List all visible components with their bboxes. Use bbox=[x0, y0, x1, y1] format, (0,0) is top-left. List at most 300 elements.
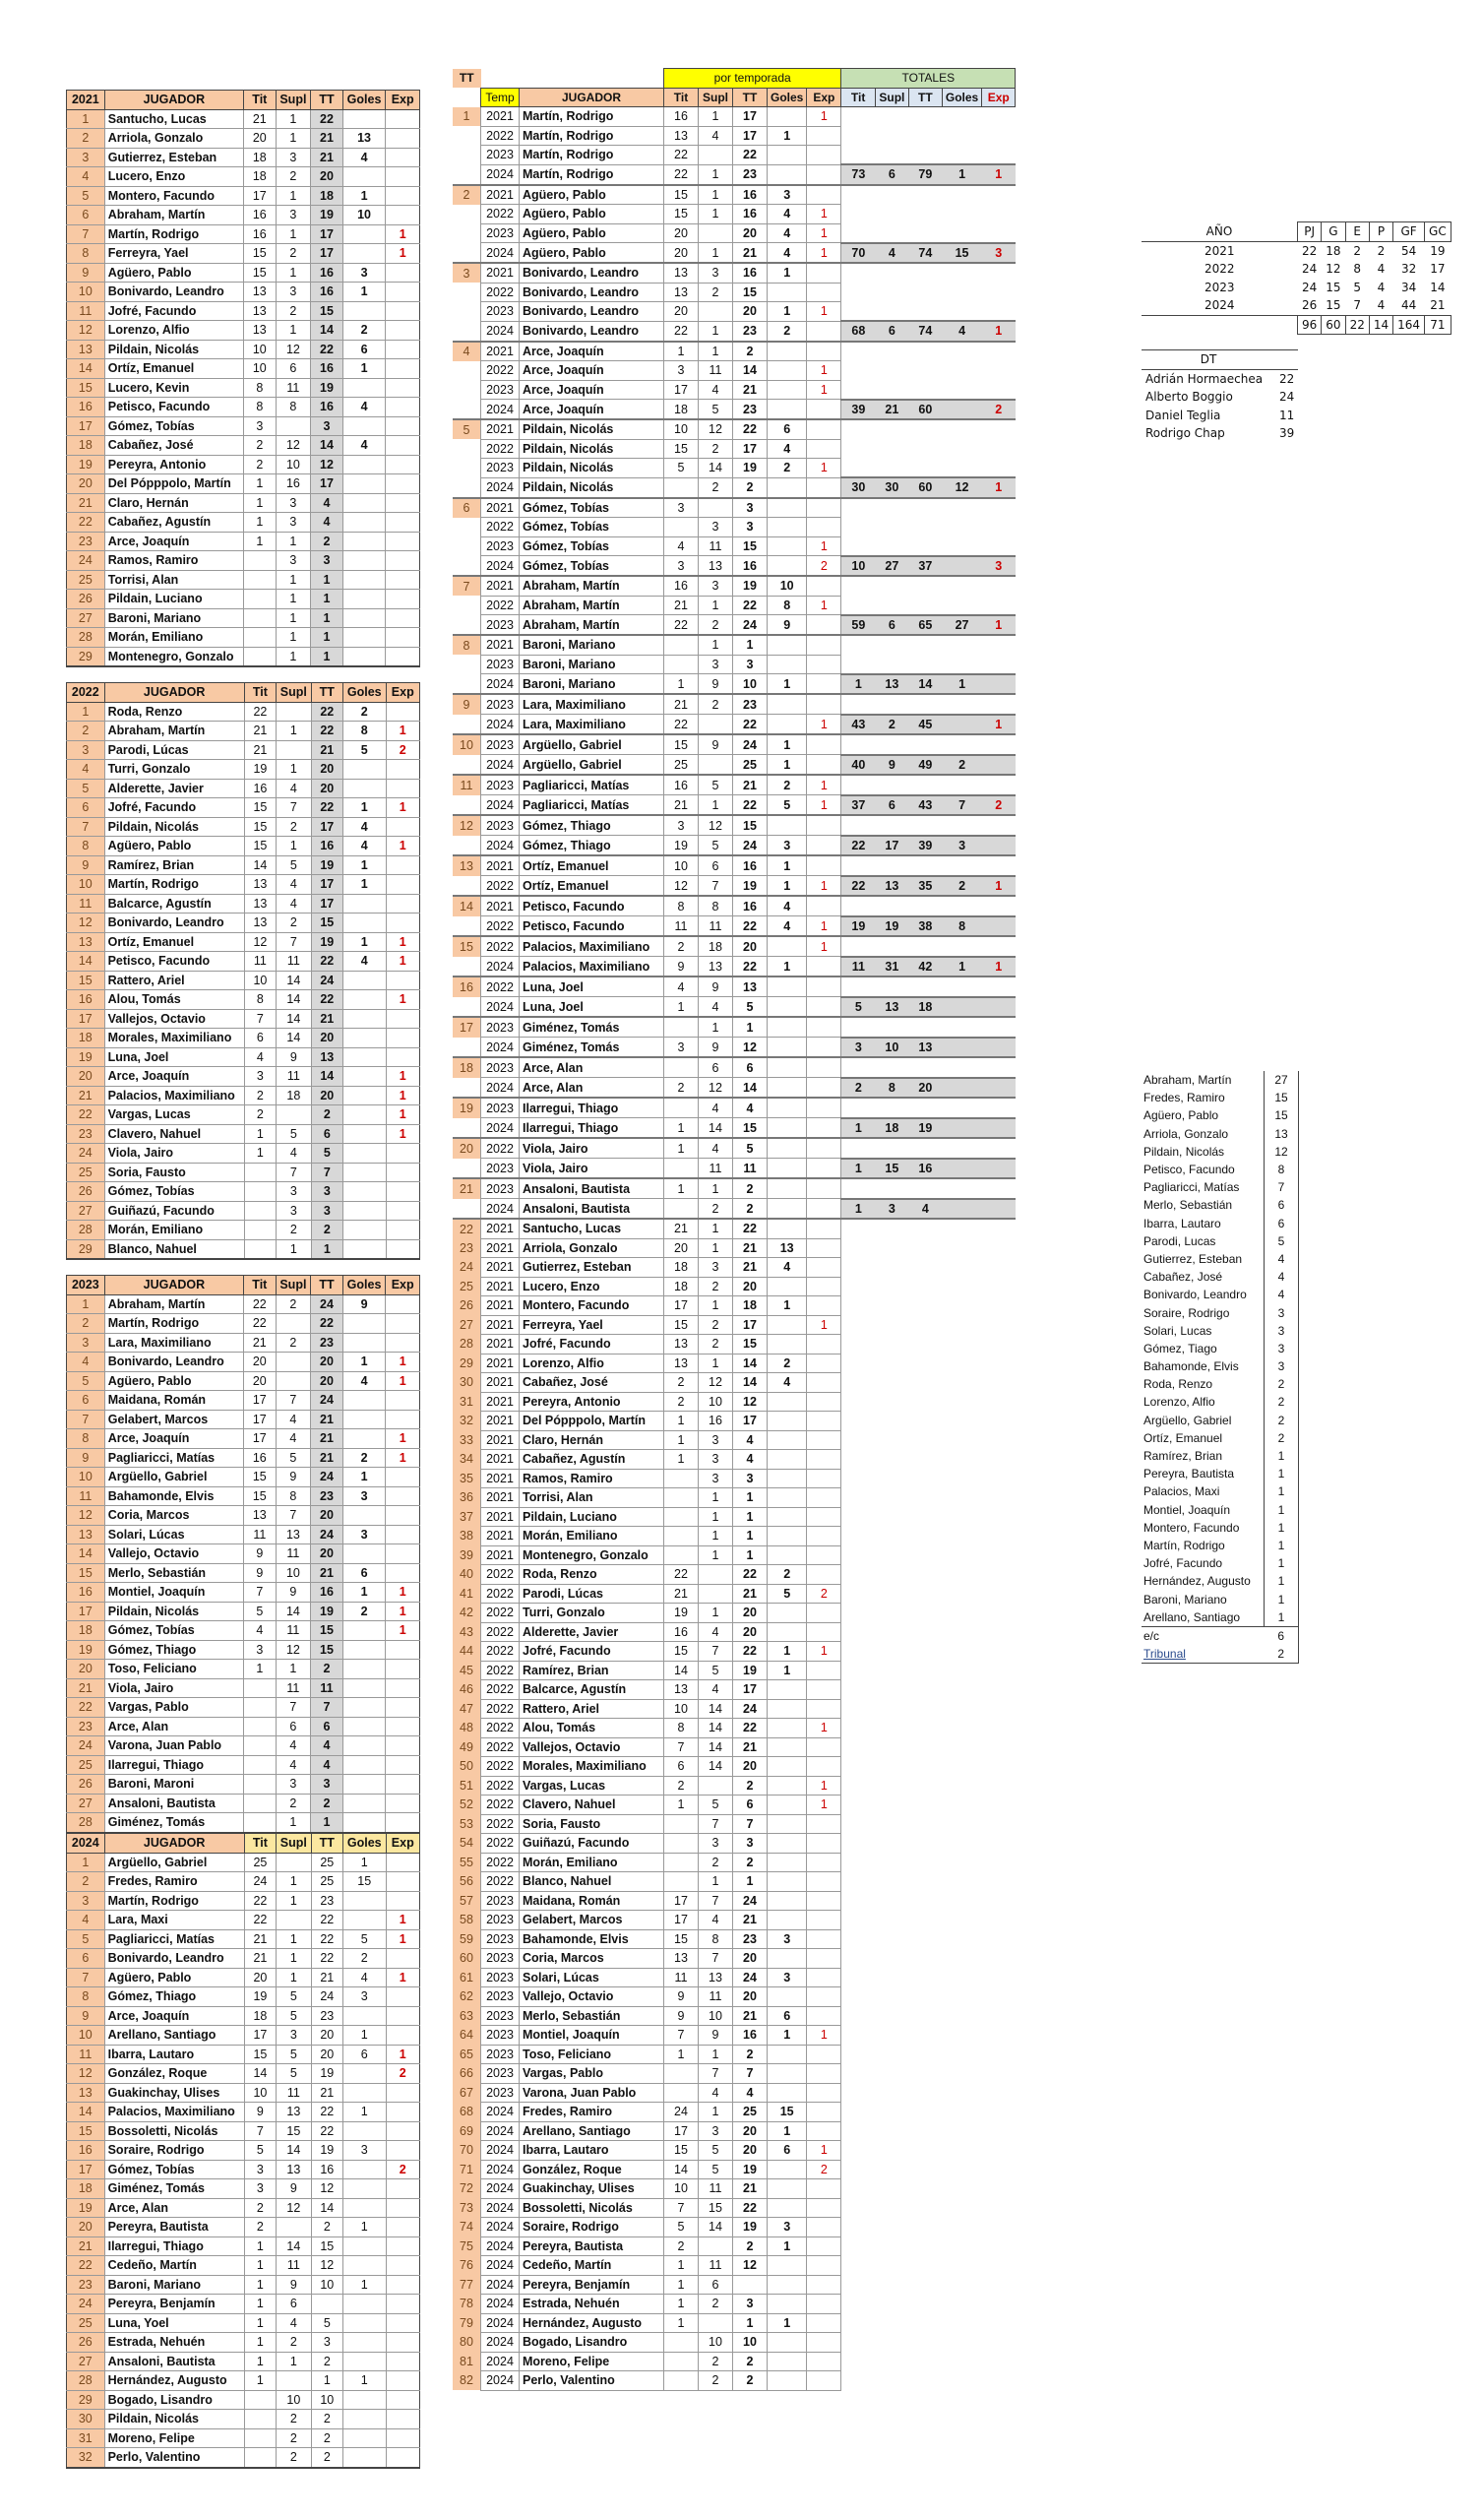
goals-count bbox=[768, 2275, 807, 2295]
player-row bbox=[67, 2410, 420, 2429]
suplente-count: 4 bbox=[699, 126, 733, 146]
suplente-count: 7 bbox=[699, 1891, 733, 1911]
goals-count: 1 bbox=[768, 2026, 807, 2046]
player-row bbox=[67, 2236, 420, 2256]
goals-count: 3 bbox=[342, 1987, 386, 2007]
goals-count bbox=[768, 1057, 807, 1078]
total-supl bbox=[875, 976, 908, 997]
player-name: Bossoletti, Nicolás bbox=[520, 2198, 664, 2218]
goals-count bbox=[768, 2333, 807, 2353]
player-name: Bahamonde, Elvis bbox=[104, 1486, 243, 1506]
suplente-count bbox=[699, 1584, 733, 1604]
goals-count: 4 bbox=[342, 1968, 386, 1987]
expulsions-count bbox=[807, 477, 841, 498]
total-count: 21 bbox=[311, 148, 342, 167]
titular-count: 7 bbox=[664, 1737, 699, 1757]
total-tit bbox=[841, 1098, 876, 1118]
total-count: 17 bbox=[733, 1315, 768, 1335]
player-row bbox=[67, 2121, 420, 2141]
titular-count bbox=[244, 1239, 276, 1259]
player-row bbox=[67, 990, 420, 1010]
goals-count: 4 bbox=[768, 916, 807, 937]
goals-count bbox=[342, 628, 386, 648]
expulsions-count bbox=[807, 1929, 841, 1949]
scorer-goals: 2 bbox=[1265, 1393, 1299, 1411]
titular-count: 21 bbox=[244, 740, 276, 760]
season-year: 2021 bbox=[481, 1545, 520, 1565]
titular-count bbox=[664, 635, 699, 655]
player-row bbox=[67, 359, 420, 379]
expulsions-count bbox=[386, 1717, 420, 1736]
expulsions-count bbox=[807, 146, 841, 165]
total-count: 20 bbox=[733, 1987, 768, 2007]
row-number: 23 bbox=[67, 1717, 105, 1736]
titular-count: 21 bbox=[664, 1584, 699, 1604]
total-goles bbox=[942, 1138, 981, 1159]
total-count: 22 bbox=[311, 952, 342, 972]
career-row bbox=[453, 2006, 1016, 2026]
row-number: 28 bbox=[67, 1221, 105, 1240]
total-exp bbox=[982, 459, 1016, 478]
player-row bbox=[67, 1563, 420, 1583]
expulsions-count bbox=[807, 1604, 841, 1623]
career-row bbox=[453, 2064, 1016, 2084]
suplente-count: 1 bbox=[699, 342, 733, 361]
expulsions-count bbox=[807, 2083, 841, 2103]
scorer-name: Solari, Lucas bbox=[1143, 1323, 1212, 1338]
season-year: 2022 bbox=[481, 1680, 520, 1700]
goals-count: 1 bbox=[342, 283, 386, 302]
goals-count: 2 bbox=[342, 321, 386, 341]
player-row bbox=[67, 1333, 420, 1353]
total-count: 14 bbox=[311, 2198, 342, 2218]
season-year: 2023 bbox=[481, 2026, 520, 2046]
suplente-count: 1 bbox=[699, 1219, 733, 1238]
goals-count bbox=[342, 1314, 386, 1334]
total-exp bbox=[982, 997, 1016, 1018]
season-year: 2024 bbox=[481, 2295, 520, 2314]
total-tit: 22 bbox=[841, 876, 876, 897]
titular-count: 22 bbox=[664, 715, 699, 735]
total-tt: 79 bbox=[908, 164, 942, 185]
expulsions-count bbox=[386, 1182, 419, 1202]
expulsions-count bbox=[386, 779, 419, 798]
goals-count: 15 bbox=[768, 2103, 807, 2122]
suplente-count: 11 bbox=[276, 378, 311, 398]
player-row bbox=[67, 206, 420, 225]
col-tt: TT bbox=[311, 1834, 342, 1854]
scorer-goals: 2 bbox=[1265, 1412, 1299, 1429]
career-row bbox=[453, 635, 1016, 655]
total-tt bbox=[908, 694, 942, 715]
suplente-count: 14 bbox=[276, 1602, 311, 1621]
goals-count bbox=[768, 2179, 807, 2199]
expulsions-count: 1 bbox=[386, 1353, 420, 1372]
titular-count: 9 bbox=[664, 2006, 699, 2026]
total-count: 21 bbox=[311, 2083, 342, 2103]
player-name: Alou, Tomás bbox=[520, 1719, 664, 1738]
player-row bbox=[67, 1640, 420, 1660]
total-tit bbox=[841, 536, 876, 556]
total-tit bbox=[841, 223, 876, 243]
titular-count: 3 bbox=[244, 1067, 276, 1087]
suplente-count: 1 bbox=[277, 1872, 312, 1892]
player-row bbox=[67, 837, 420, 856]
goals-count: 4 bbox=[342, 817, 386, 837]
rank-spacer bbox=[453, 126, 481, 146]
career-rank: 30 bbox=[453, 1373, 481, 1393]
player-name: Montiel, Joaquín bbox=[104, 1583, 243, 1603]
expulsions-count bbox=[807, 755, 841, 776]
row-number: 29 bbox=[67, 1239, 105, 1259]
career-row bbox=[453, 243, 1016, 264]
rank-spacer bbox=[453, 674, 481, 695]
total-count: 6 bbox=[733, 1057, 768, 1078]
row-number: 1 bbox=[67, 702, 105, 722]
expulsions-count bbox=[386, 1544, 420, 1564]
total-tit bbox=[841, 283, 876, 302]
goals-count: 5 bbox=[768, 795, 807, 816]
scorer-row bbox=[1142, 1125, 1299, 1143]
row-number: 20 bbox=[67, 474, 105, 494]
season-year: 2021 bbox=[481, 1354, 520, 1373]
suplente-count: 16 bbox=[699, 1412, 733, 1431]
season-year: 2021 bbox=[481, 1238, 520, 1258]
titular-count: 1 bbox=[664, 2295, 699, 2314]
titular-count: 21 bbox=[244, 722, 276, 741]
total-count: 17 bbox=[733, 1412, 768, 1431]
total-count: 1 bbox=[733, 1545, 768, 1565]
career-rank: 48 bbox=[453, 1719, 481, 1738]
titular-count bbox=[664, 1814, 699, 1834]
total-supl: 6 bbox=[875, 164, 908, 185]
season-year: 2023 bbox=[481, 655, 520, 674]
player-name: Abraham, Martín bbox=[520, 596, 664, 615]
suplente-count: 1 bbox=[276, 186, 311, 206]
suplente-count: 14 bbox=[699, 1757, 733, 1777]
player-row bbox=[67, 798, 420, 818]
goals-count: 1 bbox=[342, 798, 386, 818]
suplente-count: 12 bbox=[699, 1373, 733, 1393]
expulsions-count bbox=[807, 1277, 841, 1296]
total-count: 22 bbox=[733, 596, 768, 615]
titular-count: 25 bbox=[244, 1853, 276, 1872]
player-row bbox=[67, 1410, 420, 1429]
row-number: 16 bbox=[67, 2141, 105, 2161]
expulsions-count: 1 bbox=[386, 1105, 419, 1125]
season-year: 2024 bbox=[481, 556, 520, 577]
titular-count bbox=[664, 1098, 699, 1118]
goals-count: 1 bbox=[768, 755, 807, 776]
total-exp bbox=[982, 936, 1016, 957]
player-row bbox=[67, 1047, 420, 1067]
suplente-count: 7 bbox=[277, 798, 312, 818]
total-supl bbox=[875, 342, 908, 361]
expulsions-count bbox=[386, 817, 419, 837]
player-name: Pildain, Nicolás bbox=[104, 340, 243, 359]
expulsions-count: 1 bbox=[807, 243, 841, 264]
total-count: 13 bbox=[733, 976, 768, 997]
player-name: Agüero, Pablo bbox=[520, 185, 664, 205]
player-name: Gómez, Tobías bbox=[520, 518, 664, 537]
career-rank: 79 bbox=[453, 2313, 481, 2333]
suplente-count: 1 bbox=[277, 722, 312, 741]
player-name: Argüello, Gabriel bbox=[520, 755, 664, 776]
goals-count: 10 bbox=[768, 576, 807, 596]
career-row bbox=[453, 1488, 1016, 1508]
gf: 34 bbox=[1400, 280, 1417, 294]
season-year: 2024 bbox=[481, 2198, 520, 2218]
season-table-2021 bbox=[66, 90, 420, 667]
total-supl bbox=[875, 1098, 908, 1118]
col-e: E bbox=[1345, 222, 1369, 242]
player-name: Montenegro, Gonzalo bbox=[520, 1545, 664, 1565]
expulsions-count bbox=[807, 1138, 841, 1159]
titular-count: 21 bbox=[664, 596, 699, 615]
season-year: 2023 bbox=[481, 615, 520, 636]
total-goles bbox=[942, 1159, 981, 1179]
rank-spacer bbox=[453, 1078, 481, 1099]
por-temporada-header: por temporada bbox=[664, 69, 841, 89]
total-goles bbox=[942, 976, 981, 997]
row-number: 1 bbox=[67, 109, 105, 129]
career-row bbox=[453, 836, 1016, 856]
total-tt bbox=[908, 107, 942, 127]
titular-count: 13 bbox=[664, 1680, 699, 1700]
player-name: Ramírez, Brian bbox=[104, 855, 244, 875]
player-name: Vargas, Lucas bbox=[520, 1776, 664, 1796]
goals-count bbox=[342, 1009, 386, 1029]
suplente-count: 4 bbox=[699, 1098, 733, 1118]
row-number: 25 bbox=[67, 570, 105, 590]
player-name: Torrisi, Alan bbox=[520, 1488, 664, 1508]
total-goles bbox=[942, 223, 981, 243]
rank-spacer bbox=[453, 243, 481, 264]
goals-count bbox=[342, 1047, 386, 1067]
career-rank: 33 bbox=[453, 1430, 481, 1450]
expulsions-count bbox=[807, 1017, 841, 1038]
player-row bbox=[67, 702, 420, 722]
season-year: 2024 bbox=[67, 1834, 105, 1854]
player-name: Palacios, Maximiliano bbox=[104, 1086, 244, 1105]
row-number: 25 bbox=[67, 1163, 105, 1182]
total-goles bbox=[942, 459, 981, 478]
scorer-goals: 1 bbox=[1265, 1608, 1299, 1627]
career-row bbox=[453, 1507, 1016, 1527]
total-supl bbox=[875, 419, 908, 439]
col-dt: DT bbox=[1142, 350, 1275, 370]
rank-spacer bbox=[453, 836, 481, 856]
total-tit bbox=[841, 1138, 876, 1159]
row-number: 20 bbox=[67, 1067, 105, 1087]
season-year: 2023 bbox=[481, 1057, 520, 1078]
total-count: 19 bbox=[733, 1661, 768, 1680]
row-number: 10 bbox=[67, 283, 105, 302]
player-row bbox=[67, 1583, 420, 1603]
player-name: Bonivardo, Leandro bbox=[104, 914, 244, 933]
total-goles bbox=[942, 855, 981, 876]
career-row bbox=[453, 1642, 1016, 1662]
expulsions-count bbox=[386, 1736, 420, 1756]
total-supl: 4 bbox=[875, 243, 908, 264]
total-goles bbox=[942, 302, 981, 322]
titular-count: 14 bbox=[244, 855, 276, 875]
player-row bbox=[67, 1717, 420, 1736]
scorer-name: Abraham, Martín bbox=[1143, 1073, 1232, 1088]
total-supl: 18 bbox=[875, 1118, 908, 1139]
player-name: Baroni, Maroni bbox=[104, 1775, 243, 1795]
total-exp bbox=[982, 518, 1016, 537]
titular-count: 8 bbox=[664, 1719, 699, 1738]
gc: 17 bbox=[1430, 262, 1446, 277]
rank-spacer bbox=[453, 223, 481, 243]
suplente-count: 5 bbox=[699, 775, 733, 795]
suplente-count: 4 bbox=[277, 1144, 312, 1164]
total-supl: 21 bbox=[875, 400, 908, 420]
suplente-count: 2 bbox=[277, 2448, 312, 2468]
total-count: 2 bbox=[311, 1660, 342, 1679]
total-count: 17 bbox=[733, 439, 768, 459]
player-name: Morán, Emiliano bbox=[104, 628, 243, 648]
titular-count bbox=[244, 2410, 276, 2429]
player-name: Bogado, Lisandro bbox=[520, 2333, 664, 2353]
total-exp bbox=[982, 107, 1016, 127]
scorer-name: Arriola, Gonzalo bbox=[1143, 1126, 1229, 1141]
tribunal-link[interactable]: Tribunal bbox=[1142, 1645, 1265, 1664]
player-name: Pagliaricci, Matías bbox=[520, 795, 664, 816]
season-table-2023 bbox=[66, 1275, 420, 1834]
total-exp bbox=[982, 1159, 1016, 1179]
total-tit: 10 bbox=[841, 556, 876, 577]
total-tit bbox=[841, 185, 876, 205]
total-supl bbox=[875, 263, 908, 283]
row-number: 21 bbox=[67, 2236, 105, 2256]
goals-count bbox=[342, 1124, 386, 1144]
suplente-count bbox=[276, 416, 311, 436]
goals-count bbox=[342, 551, 386, 571]
row-number: 21 bbox=[67, 493, 105, 513]
suplente-count: 5 bbox=[276, 1448, 311, 1468]
season-year: 2022 bbox=[67, 683, 105, 703]
expulsions-count bbox=[386, 2083, 419, 2103]
goals-count bbox=[768, 1987, 807, 2007]
suplente-count: 3 bbox=[699, 263, 733, 283]
goals-count bbox=[768, 400, 807, 420]
suplente-count: 4 bbox=[276, 1410, 311, 1429]
career-rank: 19 bbox=[453, 1098, 481, 1118]
player-name: Palacios, Maximiliano bbox=[520, 936, 664, 957]
player-name: Bogado, Lisandro bbox=[104, 2390, 244, 2410]
player-name: Arce, Joaquín bbox=[520, 380, 664, 400]
total-goles: 27 bbox=[942, 615, 981, 636]
suplente-count: 3 bbox=[699, 576, 733, 596]
player-name: Pereyra, Benjamín bbox=[520, 2275, 664, 2295]
player-name: Abraham, Martín bbox=[104, 722, 244, 741]
total-count: 21 bbox=[733, 243, 768, 264]
season-year: 2024 bbox=[481, 795, 520, 816]
player-row bbox=[67, 1468, 420, 1487]
total-count: 20 bbox=[311, 760, 342, 780]
suplente-count: 18 bbox=[699, 936, 733, 957]
scorer-row bbox=[1142, 1412, 1299, 1429]
summary-total-row bbox=[1142, 315, 1451, 335]
career-row bbox=[453, 1315, 1016, 1335]
player-name: Torrisi, Alan bbox=[104, 570, 243, 590]
player-name: Morales, Maximiliano bbox=[520, 1757, 664, 1777]
total-supl bbox=[875, 518, 908, 537]
player-name: Cabañez, José bbox=[104, 436, 243, 456]
rank-spacer bbox=[453, 556, 481, 577]
titular-count: 1 bbox=[244, 1124, 276, 1144]
titular-count: 8 bbox=[244, 990, 276, 1010]
season-year: 2022 bbox=[481, 1719, 520, 1738]
scorer-goals: 5 bbox=[1265, 1232, 1299, 1250]
player-name: Varona, Juan Pablo bbox=[104, 1736, 243, 1756]
scorer-row bbox=[1142, 1071, 1299, 1089]
total-goles: 12 bbox=[942, 477, 981, 498]
suplente-count: 1 bbox=[276, 109, 311, 129]
player-name: Martín, Rodrigo bbox=[104, 1891, 244, 1911]
total-count: 17 bbox=[311, 224, 342, 244]
season-year: 2021 bbox=[481, 1412, 520, 1431]
player-name: Arce, Alan bbox=[520, 1078, 664, 1099]
season-year: 2021 bbox=[481, 1430, 520, 1450]
player-name: Turri, Gonzalo bbox=[104, 760, 244, 780]
career-row bbox=[453, 795, 1016, 816]
rank-spacer bbox=[453, 876, 481, 897]
expulsions-count: 2 bbox=[807, 556, 841, 577]
row-number: 28 bbox=[67, 1813, 105, 1833]
titular-count: 13 bbox=[664, 1949, 699, 1969]
suplente-count: 2 bbox=[699, 1315, 733, 1335]
goals-count bbox=[342, 1736, 386, 1756]
expulsions-count bbox=[807, 2198, 841, 2218]
player-row bbox=[67, 321, 420, 341]
scorer-name: Palacios, Maxi bbox=[1143, 1484, 1220, 1499]
player-row bbox=[67, 186, 420, 206]
expulsions-count bbox=[386, 2428, 419, 2448]
career-rank: 57 bbox=[453, 1891, 481, 1911]
expulsions-count bbox=[807, 836, 841, 856]
player-name: Arce, Alan bbox=[104, 2198, 244, 2218]
suplente-count: 5 bbox=[277, 2045, 312, 2064]
total-supl bbox=[875, 126, 908, 146]
season-year: 2023 bbox=[1204, 280, 1235, 294]
goals-count bbox=[768, 164, 807, 185]
player-row bbox=[67, 1621, 420, 1641]
expulsions-count bbox=[807, 855, 841, 876]
total-count: 2 bbox=[733, 2045, 768, 2064]
suplente-count: 11 bbox=[276, 1621, 311, 1641]
titular-count: 17 bbox=[664, 1891, 699, 1911]
season-header bbox=[67, 1276, 420, 1295]
player-name: Argüello, Gabriel bbox=[104, 1853, 244, 1872]
suplente-count: 1 bbox=[699, 2103, 733, 2122]
total-goles bbox=[942, 635, 981, 655]
suplente-count: 1 bbox=[276, 628, 311, 648]
career-rank: 27 bbox=[453, 1315, 481, 1335]
player-name: Alou, Tomás bbox=[104, 990, 244, 1010]
goals-count bbox=[768, 655, 807, 674]
titular-count bbox=[664, 477, 699, 498]
titular-count: 24 bbox=[244, 1872, 276, 1892]
total-exp bbox=[982, 361, 1016, 381]
suplente-count: 1 bbox=[699, 243, 733, 264]
player-row bbox=[67, 474, 420, 494]
expulsions-count bbox=[807, 321, 841, 342]
player-name: Ramírez, Brian bbox=[520, 1661, 664, 1680]
expulsions-count bbox=[807, 342, 841, 361]
